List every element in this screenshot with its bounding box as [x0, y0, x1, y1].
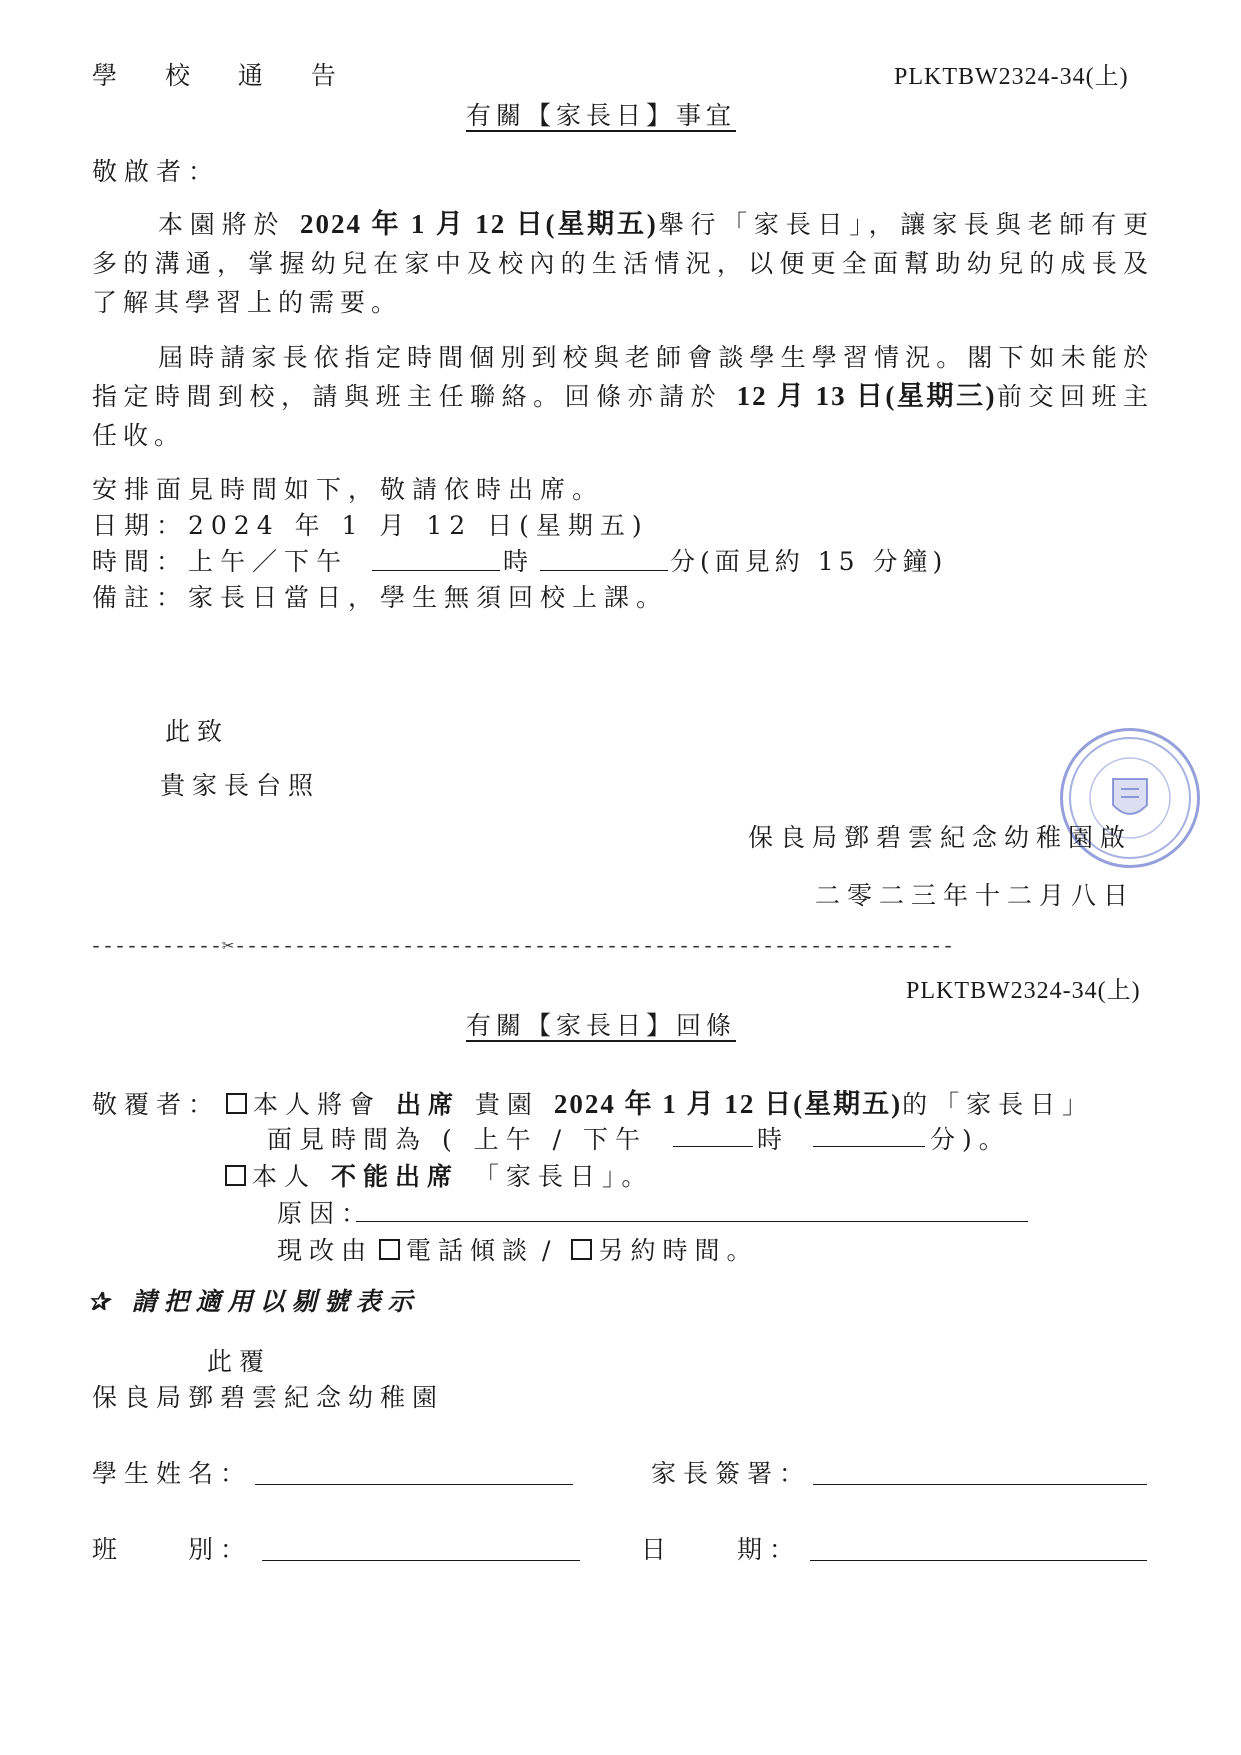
tick-note: [88, 1282, 420, 1318]
minute-blank[interactable]: [540, 570, 668, 571]
paragraph-2: [92, 338, 1154, 455]
absent-checkbox[interactable]: [225, 1165, 246, 1186]
date-signed: 二零二三年十二月八日: [815, 881, 1136, 910]
reply-option-absent: [219, 1157, 653, 1193]
reply-option-attend: [92, 1082, 1094, 1121]
reply-reference-number: PLKTBW2324-34(上): [906, 978, 1141, 1004]
event-date: 2024 年 1 月 12 日(星期五): [299, 209, 658, 239]
parent-signature-field[interactable]: [813, 1484, 1147, 1485]
paragraph-1: [92, 205, 1154, 322]
alternative-options: [277, 1231, 758, 1267]
salutation: 敬啟者：: [92, 157, 221, 186]
meeting-time-minute: 分(面見約 15 分鐘): [670, 547, 948, 576]
attend-label: 出席: [395, 1090, 460, 1119]
paragraph-2-lead: 屆時請家長依指定時間個別到校與老師會談學生學習情況。閣下如未能於指定時間到校，請與班主任聯絡。回條亦請於: [92, 343, 1154, 411]
reply-closing-2: 保良局鄧碧雲紀念幼稚園: [92, 1383, 445, 1412]
reply-deadline: 12 月 13 日(星期三): [736, 381, 997, 411]
phone-checkbox[interactable]: [379, 1239, 400, 1260]
student-name-field[interactable]: [255, 1484, 573, 1485]
notice-label: 學 校 通 告: [92, 61, 356, 90]
attend-school: 貴園: [459, 1090, 554, 1119]
attend-tail: 的「家長日」: [902, 1090, 1095, 1119]
arrangement-line: 安排面見時間如下，敬請依時出席。: [92, 475, 605, 504]
attend-time-hour: 時: [757, 1125, 790, 1154]
attend-lead: 本人將會: [253, 1090, 396, 1119]
class-field[interactable]: [262, 1560, 580, 1561]
alternative-lead: 現改由: [277, 1236, 374, 1265]
paragraph-2-body: 前交回班主任收。: [92, 382, 1154, 450]
reply-salutation: 敬覆者：: [92, 1090, 221, 1119]
absent-label: 不能出席: [330, 1162, 459, 1191]
reason-label: 原因：: [277, 1199, 374, 1228]
paragraph-1-lead: 本園將於: [158, 210, 300, 239]
reason-blank[interactable]: [356, 1221, 1028, 1222]
parent-signature-label: 家長簽署：: [651, 1459, 812, 1488]
class-label: 班 別：: [92, 1535, 253, 1564]
closing-1: 此致: [165, 717, 230, 746]
attend-checkbox[interactable]: [226, 1093, 247, 1114]
cut-line: -----------✂------------------------------------------------------------: [90, 936, 955, 959]
tick-note-text: 請把適用以剔號表示: [131, 1287, 420, 1316]
reschedule-checkbox[interactable]: [571, 1239, 592, 1260]
attend-date: 2024 年 1 月 12 日(星期五): [553, 1089, 903, 1119]
absent-tail: 「家長日」。: [458, 1162, 654, 1191]
notice-title: 有關【家長日】事宜: [466, 101, 737, 130]
reply-hour-blank[interactable]: [673, 1146, 753, 1147]
absent-lead: 本人: [252, 1162, 331, 1191]
closing-2: 貴家長台照: [160, 771, 321, 800]
option-separator: /: [542, 1236, 558, 1265]
reply-minute-blank[interactable]: [813, 1146, 925, 1147]
attend-time-label: 面見時間為 ( 上午 / 下午: [267, 1125, 647, 1154]
attend-time-minute: 分)。: [930, 1125, 1011, 1154]
date-field[interactable]: [810, 1560, 1147, 1561]
meeting-time-hour: 時: [503, 547, 536, 576]
reply-closing-1: 此覆: [207, 1347, 272, 1376]
reference-number: PLKTBW2324-34(上): [894, 64, 1129, 90]
sender: 保良局鄧碧雲紀念幼稚園啟: [748, 823, 1133, 852]
phone-option: 電話傾談: [406, 1236, 535, 1265]
star-icon: ✰: [88, 1287, 116, 1316]
hour-blank[interactable]: [372, 570, 500, 571]
paragraph-1-body: 舉行「家長日」，讓家長與老師有更多的溝通，掌握幼兒在家中及校內的生活情況，以便更全面幫助幼兒的成長及了解其學習上的需要。: [92, 210, 1154, 317]
reply-title: 有關【家長日】回條: [466, 1011, 737, 1040]
remark: 備註：家長日當日，學生無須回校上課。: [92, 583, 669, 612]
meeting-date: 日期：2024 年 1 月 12 日(星期五): [92, 511, 649, 540]
date-label: 日 期：: [641, 1535, 802, 1564]
student-name-label: 學生姓名：: [92, 1459, 253, 1488]
reschedule-option: 另約時間。: [598, 1236, 759, 1265]
meeting-time-label: 時間：上午／下午: [92, 547, 349, 576]
